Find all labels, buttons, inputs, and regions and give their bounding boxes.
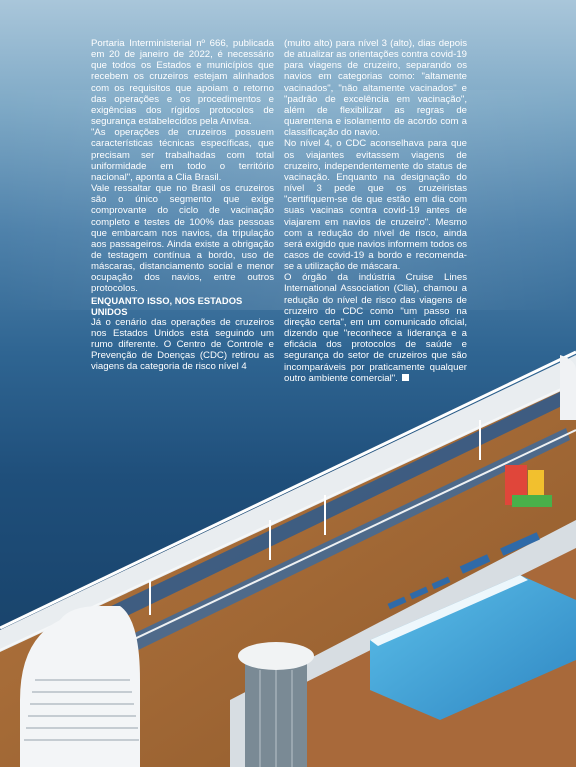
- end-of-article-square-icon: [402, 374, 409, 381]
- paragraph: No nível 4, o CDC aconselhava para que os viajantes evitassem viagens de cruzeiro, independentemente do status de vacinação. Enquanto na designação do nível 3 pede que os cruzeiristas "certifiquem-se de que estão em dia com suas vacinas contra covid-19 antes de viajarem em navios de cruzeiro". Mesmo com a redução do nível de risco, ainda será exigido que navios informem todos os casos de covid-19 a bordo e recomenda-se a utilização de máscara.: [284, 138, 467, 273]
- text-column-right: [284, 38, 467, 384]
- paragraph: Portaria Interministerial nº 666, publicada em 20 de janeiro de 2022, é necessário que todos os Estados e municípios que recebem os cruzeiros estejam alinhados com os requisitos que apoiam o retorno das operações e os procedimentos e exigências dos rígidos protocolos de segurança estabelecidos pela Anvisa.: [91, 38, 274, 128]
- paragraph-text: O órgão da indústria Cruise Lines International Association (Clia), chamou a redução do nível de risco das viagens de cruzeiro do CDC como "um passo na direção certa", em um comunicado oficial, dizendo que "reconhece a liderança e a eficácia dos protocolos de saúde e segurança do setor de cruzeiros que são incomparáveis por praticamente qualquer outro ambiente comercial".: [284, 272, 467, 384]
- paragraph: Vale ressaltar que no Brasil os cruzeiros são o único segmento que exige comprovante do ciclo de vacinação completo e testes de 100% das pessoas que embarcam nos navios, da tripulação aos passageiros. Ainda existe a obrigação de testagem contínua a bordo, uso de máscaras, distanciamento social e menor ocupação dos navios, entre outros protocolos.: [91, 183, 274, 295]
- paragraph: [284, 272, 467, 384]
- ship-bow: [560, 355, 576, 420]
- text-column-left: [91, 38, 274, 372]
- paragraph: "As operações de cruzeiros possuem características técnicas específicas, que precisam ser trabalhadas com total uniformidade em todo o território nacional", aponta a Clia Brasil.: [91, 127, 274, 183]
- section-subheading: ENQUANTO ISSO, NOS ESTADOS UNIDOS: [91, 294, 243, 317]
- water-slide: [512, 495, 552, 507]
- paragraph: Já o cenário das operações de cruzeiros nos Estados Unidos está seguindo um rumo diferente. O Centro de Controle e Prevenção de Doenças (CDC) retirou as viagens da categoria de risco nível 4: [91, 316, 274, 373]
- glass-tower-top: [238, 642, 314, 670]
- paragraph: (muito alto) para nível 3 (alto), dias depois de atualizar as orientações contra covid-19 para viagens de cruzeiro, separando os navios em categorias como: "altamente vacinados", "não altamente vacinados" e "padrão de excelência em vacinação", além de flexibilizar as regras de quarentena e isolamento de acordo com a classificação do navio.: [284, 38, 467, 139]
